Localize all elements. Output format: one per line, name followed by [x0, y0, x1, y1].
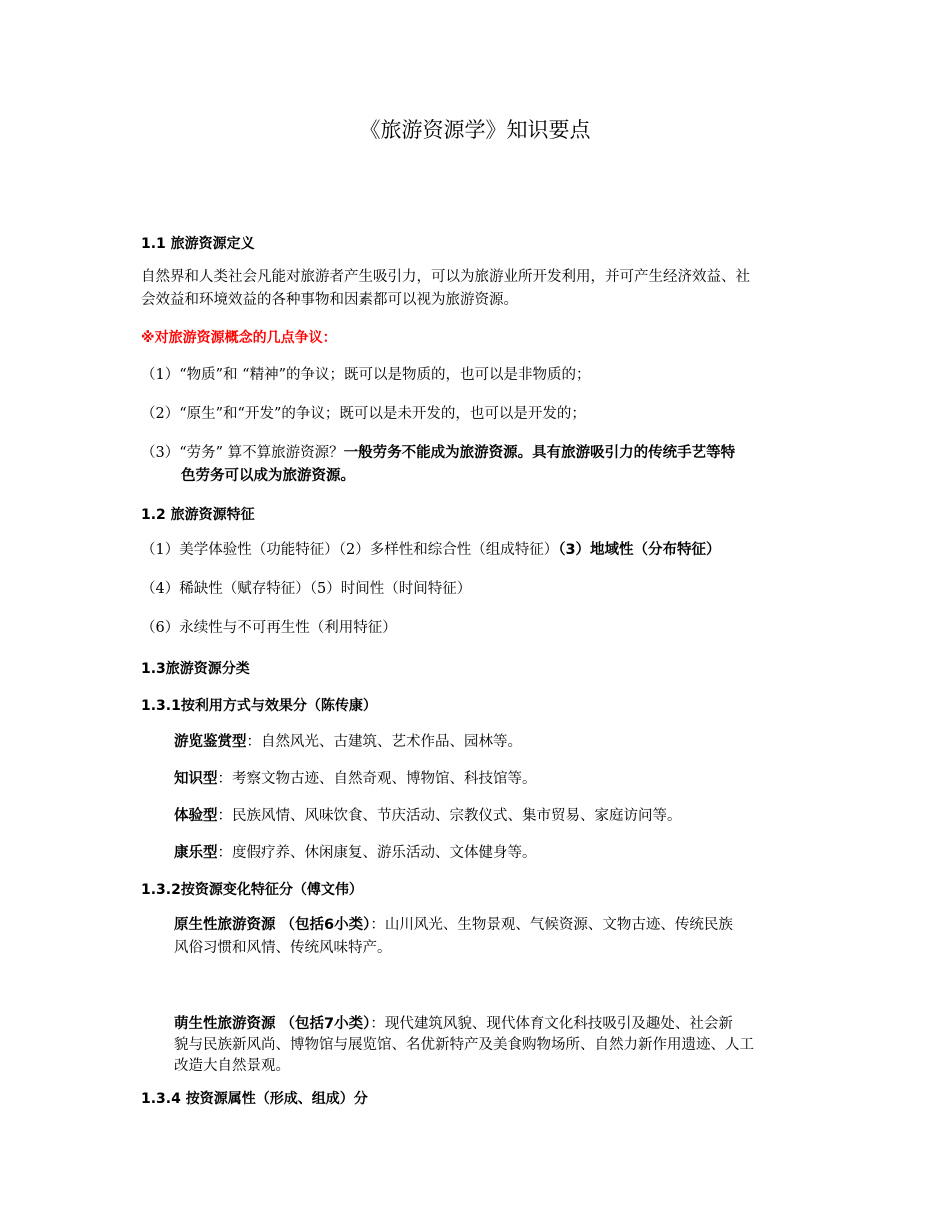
section-1-3-heading: 1.3旅游资源分类 [141, 661, 250, 677]
dispute-item-1: （1）“物质”和 “精神”的争议；既可以是物质的，也可以是非物质的； [141, 367, 591, 383]
feature-line-3: （6）永续性与不可再生性（利用特征） [141, 620, 397, 636]
classification-item [174, 767, 537, 791]
document-title: 《旅游资源学》知识要点 [359, 118, 591, 142]
feature-line-1-bold: （3）地域性（分布特征） [558, 542, 721, 558]
original-resource-text: ：山川风光、生物景观、气候资源、文物古迹、传统民族 [370, 917, 733, 933]
dispute-heading: ※对旅游资源概念的几点争议： [141, 330, 337, 346]
definition-line-1: 自然界和人类社会凡能对旅游者产生吸引力，可以为旅游业所开发利用，并可产生经济效益、社 [141, 269, 750, 285]
classification-label: 康乐型 [174, 845, 218, 861]
definition-line-2: 会效益和环境效益的各种事物和因素都可以视为旅游资源。 [141, 292, 518, 308]
classification-label: 知识型 [174, 771, 218, 787]
dispute-item-3 [141, 441, 735, 465]
classification-text: ：自然风光、古建筑、艺术作品、园林等。 [246, 734, 522, 750]
feature-line-1 [141, 538, 721, 562]
original-resource-label: 原生性旅游资源 （包括6小类） [174, 917, 371, 933]
classification-label: 游览鉴赏型 [174, 734, 247, 750]
emerging-resource-line-2: 貌与民族新风尚、博物馆与展览馆、名优新特产及美食购物场所、自然力新作用遗迹、人工 [174, 1037, 754, 1053]
section-1-3-1-heading: 1.3.1按利用方式与效果分（陈传康） [141, 698, 377, 714]
classification-item [174, 730, 522, 754]
emerging-resource-label: 萌生性旅游资源 （包括7小类） [174, 1016, 371, 1032]
original-resource-line-2: 风俗习惯和风情、传统风味特产。 [174, 940, 392, 956]
dispute-item-2: （2）“原生”和“开发”的争议；既可以是未开发的，也可以是开发的； [141, 406, 586, 422]
emerging-resource-line-3: 改造大自然景观。 [174, 1058, 290, 1074]
dispute-item-3-bold-2: 色劳务可以成为旅游资源。 [181, 468, 355, 484]
emerging-resource-text: ：现代建筑风貌、现代体育文化科技吸引及趣处、社会新 [370, 1016, 733, 1032]
classification-label: 体验型 [174, 808, 218, 824]
feature-line-2: （4）稀缺性（赋存特征）（5）时间性（时间特征） [141, 581, 472, 597]
classification-text: ：度假疗养、休闲康复、游乐活动、文体健身等。 [217, 845, 537, 861]
dispute-item-3-prefix: （3）“劳务” 算不算旅游资源？ [141, 445, 344, 461]
dispute-item-3-bold-1: 一般劳务不能成为旅游资源。具有旅游吸引力的传统手艺等特 [343, 445, 736, 461]
classification-text: ：考察文物古迹、自然奇观、博物馆、科技馆等。 [217, 771, 537, 787]
classification-item [174, 804, 682, 828]
section-1-2-heading: 1.2 旅游资源特征 [141, 507, 255, 523]
section-1-1-heading: 1.1 旅游资源定义 [141, 236, 255, 252]
original-resource-line-1 [174, 913, 733, 937]
classification-text: ：民族风情、风味饮食、节庆活动、宗教仪式、集市贸易、家庭访问等。 [217, 808, 682, 824]
classification-item [174, 841, 537, 865]
section-1-3-2-heading: 1.3.2按资源变化特征分（傅文伟） [141, 882, 363, 898]
feature-line-1-normal: （1）美学体验性（功能特征）（2）多样性和综合性（组成特征） [141, 542, 559, 558]
section-1-3-4-heading: 1.3.4 按资源属性（形成、组成）分 [141, 1091, 368, 1107]
